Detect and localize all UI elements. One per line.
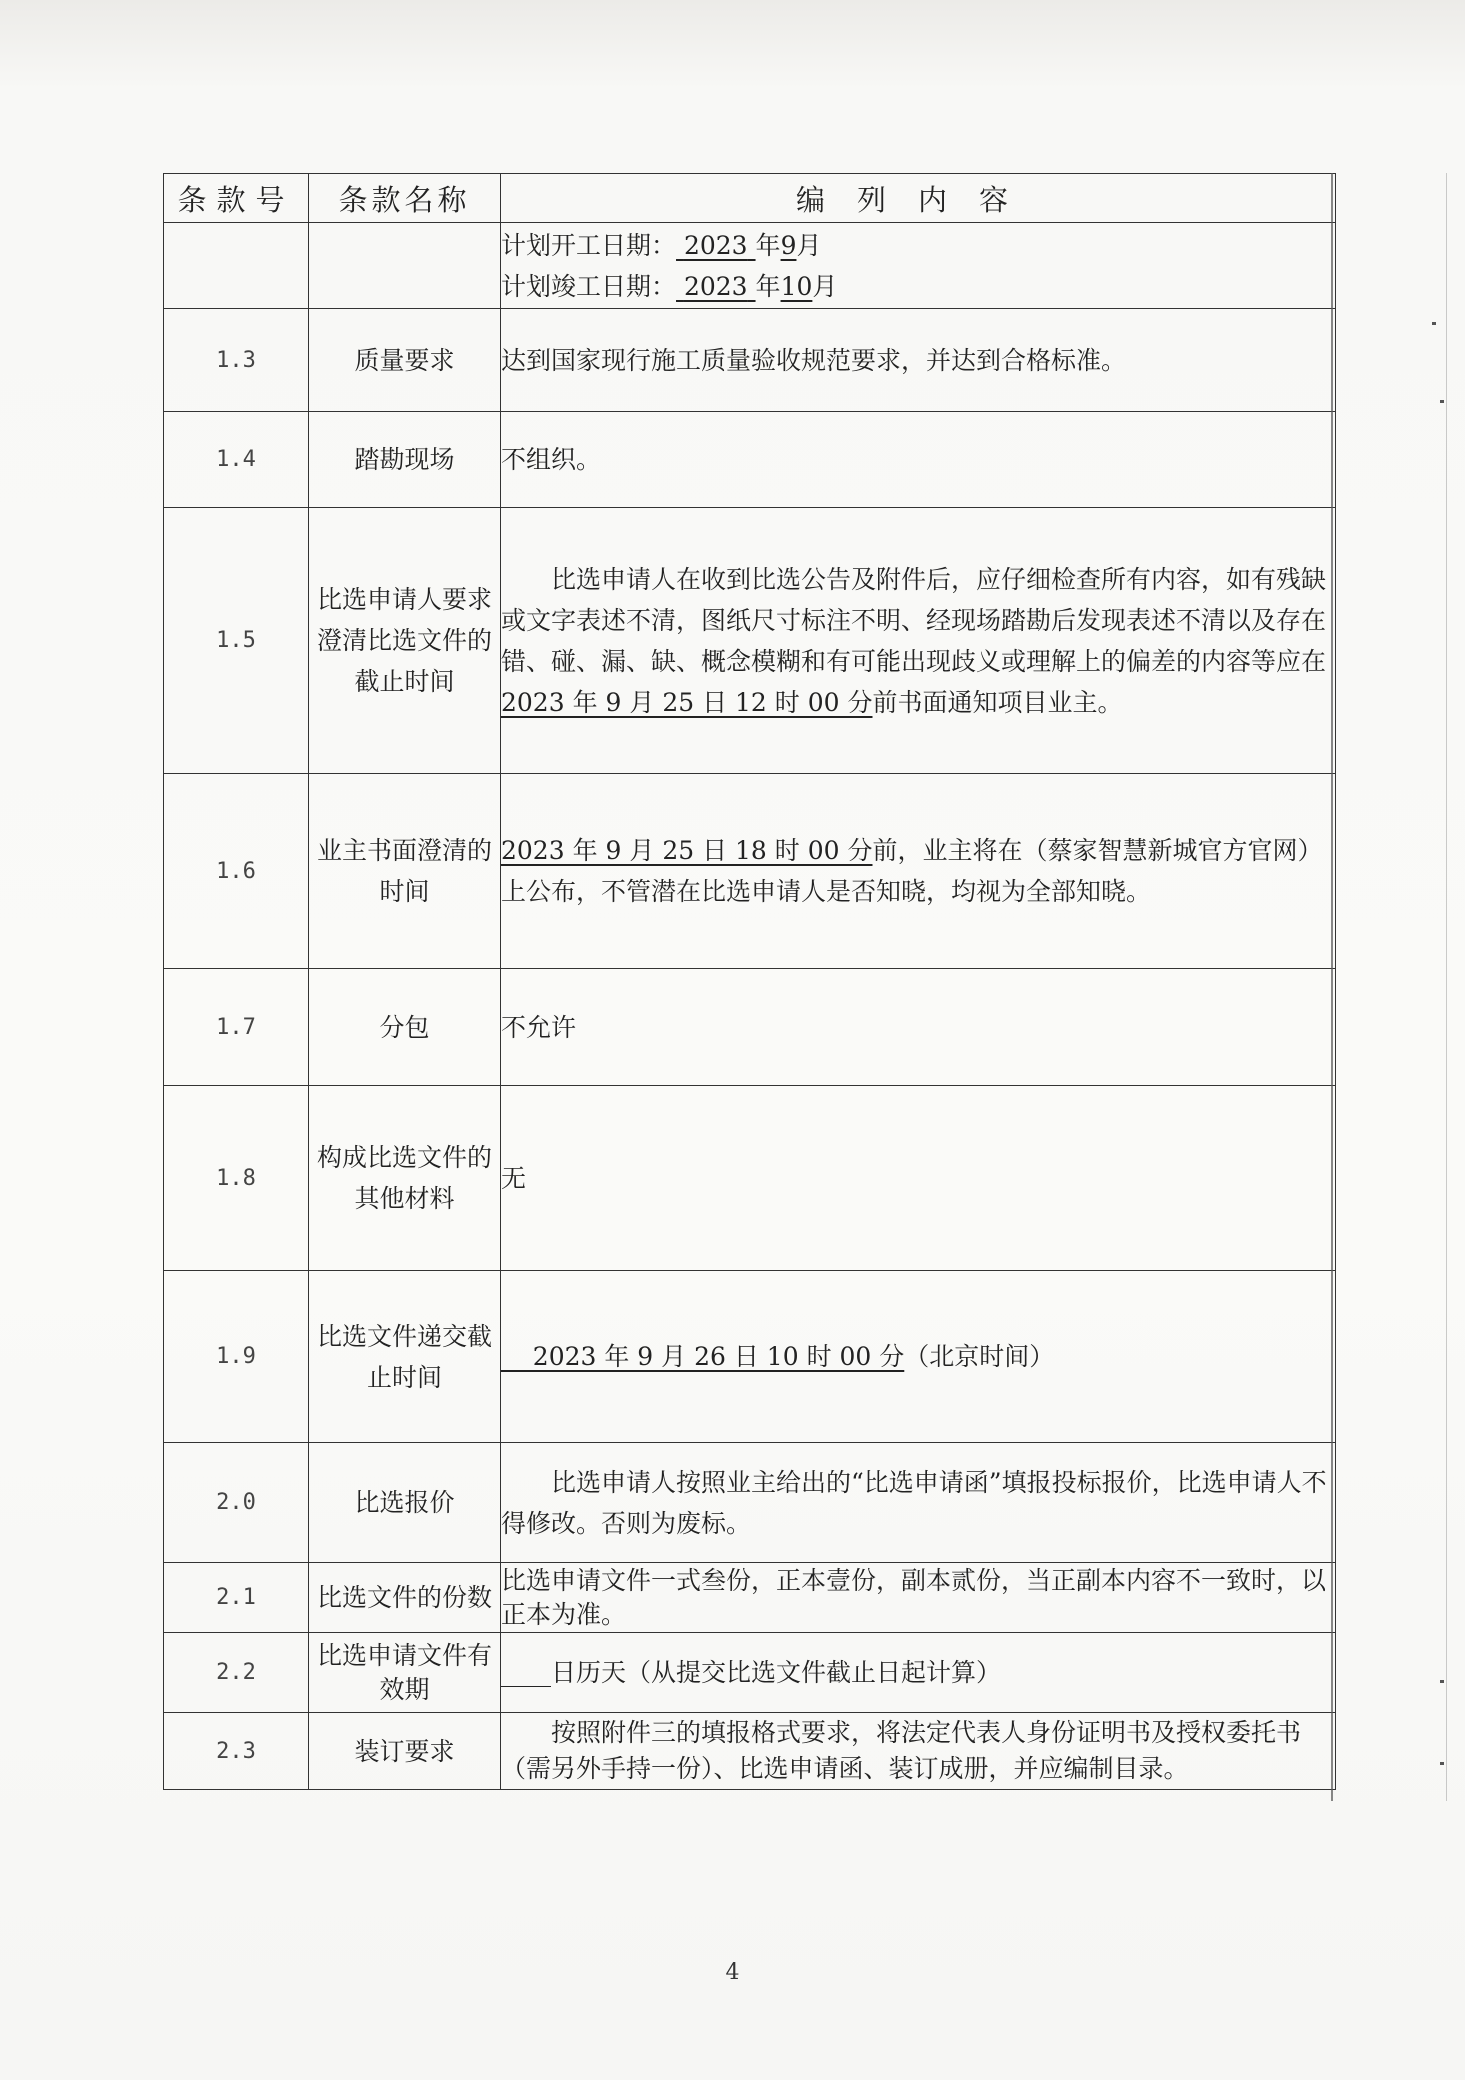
clause-name: 装订要求 [309,1713,501,1790]
table-row [164,1086,1336,1271]
clause-number: 1.7 [164,969,309,1086]
scan-speck [1440,1680,1444,1683]
clause-content: 比选申请人按照业主给出的“比选申请函”填报投标报价，比选申请人不得修改。否则为废标。 [501,1443,1336,1563]
clause-number: 2.0 [164,1443,309,1563]
clause-name: 构成比选文件的其他材料 [309,1086,501,1271]
clause-number: 1.6 [164,774,309,969]
clause-name: 比选文件递交截止时间 [309,1271,501,1443]
clause-content: 比选申请人在收到比选公告及附件后，应仔细检查所有内容，如有残缺或文字表述不清，图纸尺寸标注不明、经现场踏勘后发现表述不清以及存在错、碰、漏、缺、概念模糊和有可能出现歧义或理解上的偏差的内容等应在 2023 年 9 月 25 日 12 时 00 分前书面通知项目业主。 [501,508,1336,774]
schedule-dates [501,223,1336,309]
table-row [164,508,1336,774]
clause-content: 按照附件三的填报格式要求，将法定代表人身份证明书及授权委托书（需另外手持一份）、比选申请函、装订成册，并应编制目录。 [501,1713,1336,1790]
clause-content: 不允许 [501,969,1336,1086]
table-row [164,1271,1336,1443]
scan-speck [1440,400,1444,403]
planned-completion-date: 计划竣工日期： 2023 年10月 [501,271,838,301]
clause-number: 2.3 [164,1713,309,1790]
clause-content: ____日历天（从提交比选文件截止日起计算） [501,1633,1336,1713]
header-content: 编列内容 [501,174,1336,223]
clause-number: 1.8 [164,1086,309,1271]
clause-name: 踏勘现场 [309,412,501,508]
clause-number: 1.4 [164,412,309,508]
header-clause-name: 条款名称 [309,174,501,223]
clause-number: 1.9 [164,1271,309,1443]
table-row-continuation [164,223,1336,309]
clause-content: 达到国家现行施工质量验收规范要求，并达到合格标准。 [501,309,1336,412]
clause-name: 比选报价 [309,1443,501,1563]
clause-name: 比选申请文件有效期 [309,1633,501,1713]
table-row [164,309,1336,412]
clause-content: 2023 年 9 月 25 日 18 时 00 分前，业主将在（蔡家智慧新城官方官网）上公布，不管潜在比选申请人是否知晓，均视为全部知晓。 [501,774,1336,969]
table-row [164,1633,1336,1713]
clause-content: 不组织。 [501,412,1336,508]
clause-number: 1.3 [164,309,309,412]
header-clause-number: 条款号 [164,174,309,223]
planned-start-date: 计划开工日期： 2023 年9月 [501,230,822,260]
clause-content: 比选申请文件一式叁份，正本壹份，副本贰份，当正副本内容不一致时，以正本为准。 [501,1563,1336,1633]
clause-name: 分包 [309,969,501,1086]
table-header-row [164,174,1336,223]
table-right-border [1331,173,1333,1801]
table-row [164,774,1336,969]
clause-content: 2023 年 9 月 26 日 10 时 00 分（北京时间） [501,1271,1336,1443]
scan-edge-line [1446,173,1447,1801]
clause-name: 业主书面澄清的时间 [309,774,501,969]
clause-number: 2.1 [164,1563,309,1633]
clause-table [163,173,1336,1790]
page-number: 4 [725,1960,740,1985]
clause-number: 1.5 [164,508,309,774]
clause-name: 比选申请人要求澄清比选文件的截止时间 [309,508,501,774]
scan-speck [1440,1762,1444,1765]
clause-name: 质量要求 [309,309,501,412]
table-row [164,1443,1336,1563]
table-row [164,969,1336,1086]
table-row [164,1563,1336,1633]
table-row [164,1713,1336,1790]
table-row [164,412,1336,508]
scan-speck [1432,322,1436,325]
clause-name: 比选文件的份数 [309,1563,501,1633]
clause-content: 无 [501,1086,1336,1271]
clause-number: 2.2 [164,1633,309,1713]
